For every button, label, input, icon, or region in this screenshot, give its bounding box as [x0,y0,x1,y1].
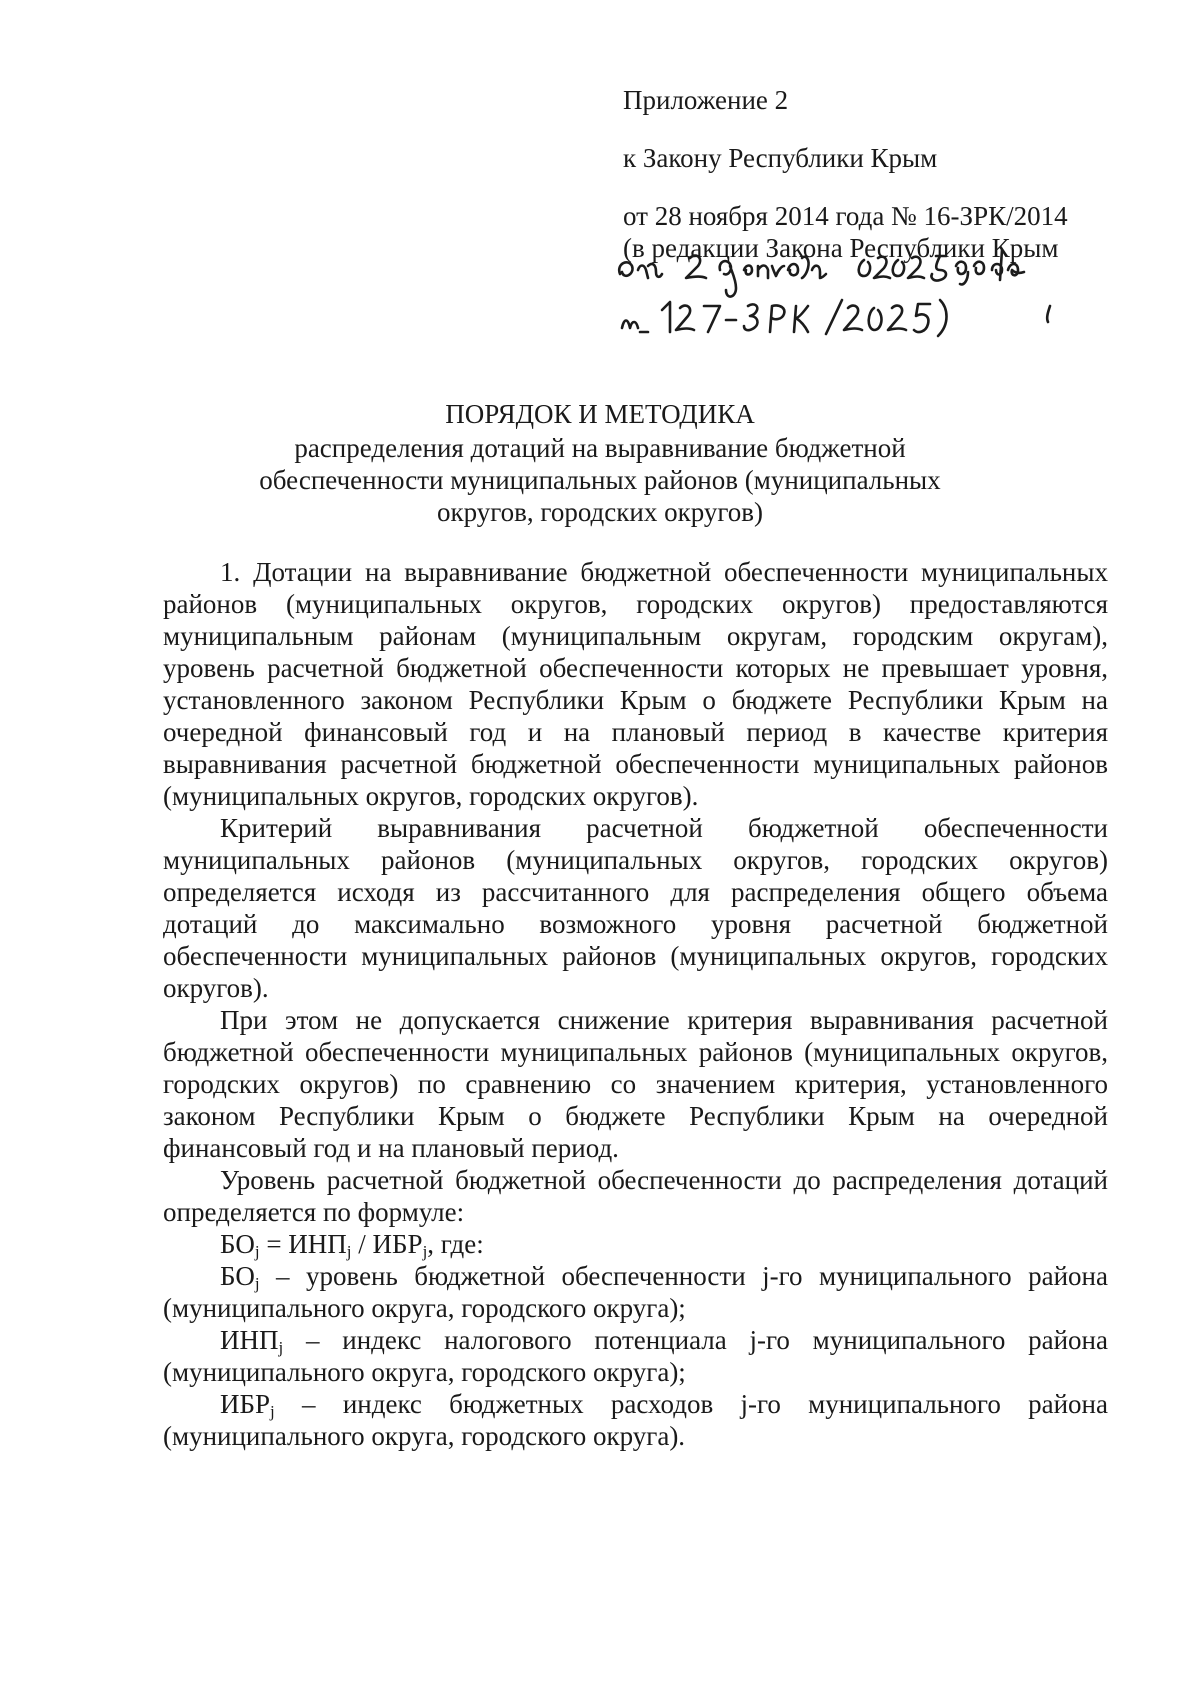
appendix-number: Приложение 2 [623,85,789,115]
handwritten-revision-signature [612,236,1132,346]
definition-ibr: $ИБР_j$ – индекс бюджетных расходов j-го муниципального района (муниципального округа, городского округа). [163,1389,1108,1451]
definition-bo: $БО_j$ – уровень бюджетной обеспеченности j-го муниципального района (муниципального округа, городского округа); [163,1261,1108,1323]
revision-note: (в редакции Закона Республики Крым [623,233,1059,263]
definition-inp: $ИНП_j$ – индекс налогового потенциала j-го муниципального района (муниципального округа, городского округа); [163,1325,1108,1387]
paragraph-1: 1. Дотации на выравнивание бюджетной обеспеченности муниципальных районов (муниципальных округов, городских округов) предоставляются муниципальным районам (муниципальным округам, городским округам), уровень расчетной бюджетной обеспеченности которых не превышает уровня, установленного законом Республики Крым о бюджете Республики Крым на очередной финансовый год и на плановый период в качестве критерия выравнивания расчетной бюджетной обеспеченности муниципальных районов (муниципальных округов, городских округов). [163,557,1108,811]
title-line-1: распределения дотаций на выравнивание бюджетной [294,433,906,463]
document-title [0,398,1200,528]
title-main: ПОРЯДОК И МЕТОДИКА [445,399,755,429]
law-date-number: от 28 ноября 2014 года № 16-ЗРК/2014 [623,201,1068,231]
paragraph-4: Уровень расчетной бюджетной обеспеченности до распределения дотаций определяется по формуле: [163,1165,1108,1227]
title-line-3: округов, городских округов) [437,497,763,527]
paragraph-2: Критерий выравнивания расчетной бюджетной обеспеченности муниципальных районов (муниципальных округов, городских округов) определяется исходя из рассчитанного для распределения общего объема дотаций до максимально возможного уровня расчетной бюджетной обеспеченности муниципальных районов (муниципальных округов, городских округов). [163,813,1108,1003]
paragraph-3: При этом не допускается снижение критерия выравнивания расчетной бюджетной обеспеченности муниципальных районов (муниципальных округов, городских округов) по сравнению со значением критерия, установленного законом Республики Крым о бюджете Республики Крым на очередной финансовый год и на плановый период. [163,1005,1108,1163]
appendix-law-reference: к Закону Республики Крым [623,143,938,173]
title-line-2: обеспеченности муниципальных районов (муниципальных [259,465,941,495]
formula: $БО_j = ИНП_j / ИБР_j$, где: [220,1229,484,1261]
document-body [163,556,1108,1452]
